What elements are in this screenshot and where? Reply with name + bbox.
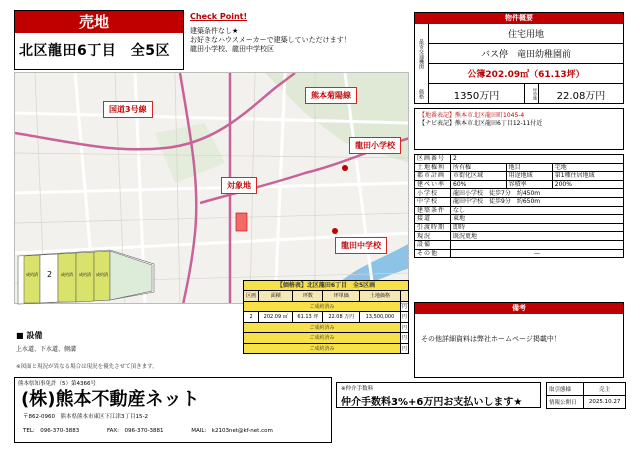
spec-row <box>415 163 624 172</box>
price-cell: 61.13 坪 <box>293 312 323 323</box>
title-box <box>14 10 184 70</box>
checkpoint-heading: Check Point! <box>190 12 248 21</box>
checkpoint-line: 建築条件なし★ <box>190 27 239 35</box>
remarks-heading: 備考 <box>415 303 623 314</box>
price-cell: 13,500,000 <box>360 312 401 323</box>
price-cell: 2 <box>244 312 259 323</box>
spec-value: 市街化区域 <box>451 172 507 181</box>
price-header-cell: 区画 <box>244 291 259 302</box>
remarks-text: その他詳細資料は弊社ホームページ掲載中！ <box>421 335 561 343</box>
spec-row <box>415 172 624 181</box>
map-label-kikuyo-line: 熊本菊陽線 <box>305 87 357 104</box>
price-unit: 円 <box>400 301 408 312</box>
overview-area: 公簿202.09㎡（61.13坪） <box>429 64 623 84</box>
price-unit: 円 <box>400 312 408 323</box>
trade-table <box>546 382 626 409</box>
facilities-heading: ■ 設備 <box>16 331 43 340</box>
price-header-cell <box>400 291 408 302</box>
spec-value: 龍田中学校 徒歩9分 約650m <box>451 197 624 206</box>
overview-price: 1350万円 <box>429 84 525 104</box>
spec-label: 引渡時期 <box>415 223 451 232</box>
spec-label: 現況 <box>415 232 451 241</box>
sold-cell: ご成約済み <box>244 301 401 312</box>
spec-value: 第1種住居地域 <box>552 172 623 181</box>
spec-label: 容積率 <box>506 180 552 189</box>
spec-label: 中学校 <box>415 197 451 206</box>
spec-value: 60% <box>451 180 507 189</box>
price-unit: 円 <box>400 333 408 344</box>
company-tel[interactable]: TEL: 096-370-3883 <box>23 428 80 434</box>
trade-label: 取引態様 <box>547 383 584 396</box>
spec-label: 用途地域 <box>506 172 552 181</box>
spec-table <box>414 154 624 258</box>
spec-row <box>415 223 624 232</box>
overview-side-label: 最寄交通機関 <box>415 24 429 84</box>
spec-row <box>415 197 624 206</box>
price-cell: 22.08 万円 <box>323 312 360 323</box>
spec-value: 2 <box>451 155 624 164</box>
price-row-available <box>244 312 409 323</box>
lot-label-available: 2 <box>46 270 53 279</box>
spec-label: 土地権利 <box>415 163 451 172</box>
company-mail[interactable]: MAIL: k2103net@kf-net.com <box>191 428 273 434</box>
spec-row <box>415 180 624 189</box>
spec-value: 龍田小学校 徒歩7分 約450m <box>451 189 624 198</box>
category-label: 売地 <box>15 11 183 33</box>
map-label-route3: 国道3号線 <box>103 101 153 118</box>
spec-value <box>451 240 624 249</box>
checkpoint-line: 龍田小学校、龍田中学校区 <box>190 45 274 53</box>
spec-value: — <box>451 249 624 258</box>
lot-plan <box>14 248 164 308</box>
trade-row <box>547 396 626 409</box>
price-table-header <box>244 291 409 302</box>
sold-cell: ご成約済み <box>244 343 401 354</box>
price-unit: 円 <box>400 343 408 354</box>
spec-label: 設備 <box>415 240 451 249</box>
lot-plan-graphic <box>14 248 164 308</box>
lot-label: 成約済 <box>26 272 38 277</box>
checkpoint <box>190 12 410 54</box>
trade-label: 情報公開日 <box>547 396 584 409</box>
lot-label: 成約済 <box>96 272 108 277</box>
spec-value: 既況更地 <box>451 232 624 241</box>
spec-row <box>415 249 624 258</box>
price-row <box>244 322 409 333</box>
price-table-title: 【価格表】北区龍田6丁目 全5区画 <box>243 280 409 290</box>
overview-transport: バス停 竜田幼稚園前 <box>429 44 623 64</box>
spec-value: 所有権 <box>451 163 507 172</box>
property-overview <box>414 12 624 104</box>
fee-caption: ※仲介手数料 <box>341 386 374 392</box>
trade-value: 2025.10.27 <box>584 396 626 409</box>
price-row <box>244 343 409 354</box>
map-label-junior-high-school: 龍田中学校 <box>335 237 387 254</box>
spec-label: 小学校 <box>415 189 451 198</box>
sold-cell: ご成約済み <box>244 322 401 333</box>
overview-unit-price: 22.08万円 <box>556 90 606 102</box>
trade-row <box>547 383 626 396</box>
spec-row <box>415 189 624 198</box>
price-row <box>244 333 409 344</box>
address-box <box>414 108 624 150</box>
company-name: (株)熊本不動産ネット <box>21 389 200 410</box>
spec-value: 200% <box>552 180 623 189</box>
price-header-cell: 坪数 <box>293 291 323 302</box>
sold-cell: ご成約済み <box>244 333 401 344</box>
spec-label: 地目 <box>506 163 552 172</box>
company-license: 熊本県知事免許（5）第4366号 <box>18 381 96 387</box>
spec-row <box>415 155 624 164</box>
company-contact <box>15 426 331 434</box>
spec-row <box>415 215 624 224</box>
price-cell: 202.09 ㎡ <box>259 312 293 323</box>
spec-value: なし <box>451 206 624 215</box>
property-location-title: 北区龍田6丁目 全5区 <box>19 43 170 59</box>
remarks <box>414 302 624 378</box>
lot-label: 成約済 <box>79 272 91 277</box>
price-header-cell: 面積 <box>259 291 293 302</box>
spec-label: 接道 <box>415 215 451 224</box>
spec-label: 建ぺい率 <box>415 180 451 189</box>
spec-label: 区画番号 <box>415 155 451 164</box>
spec-label: 都市計画 <box>415 172 451 181</box>
price-header-cell: 坪単価 <box>323 291 360 302</box>
price-table-wrap <box>243 280 409 354</box>
overview-side-label: 価格 <box>415 84 429 104</box>
price-table <box>243 290 409 354</box>
spec-value: 即時 <box>451 223 624 232</box>
spec-value: 宅地 <box>552 163 623 172</box>
spec-label: 建築条件 <box>415 206 451 215</box>
spec-row <box>415 240 624 249</box>
price-header-cell: 土地価格 <box>360 291 401 302</box>
disclaimer-note: ※図面と現況が異なる場合は現況を優先させて頂きます。 <box>16 364 158 370</box>
spec-row <box>415 206 624 215</box>
overview-unit-label: 坪単価 <box>525 84 539 104</box>
price-row <box>244 301 409 312</box>
facilities-value: 上水道、下水道、側溝 <box>16 346 77 353</box>
company-address: 〒862-0960 熊本県熊本市東区下江津3丁目15-2 <box>23 414 148 420</box>
spec-label: その他 <box>415 249 451 258</box>
address-registered: 【地番表記】熊本市北区龍田町1045-4 <box>419 112 525 119</box>
map-label-target-lot: 対象地 <box>221 177 257 194</box>
facilities <box>16 330 216 353</box>
trade-value: 売主 <box>584 383 626 396</box>
map-label-elementary-school: 龍田小学校 <box>349 137 401 154</box>
fee-block <box>336 382 541 408</box>
overview-heading: 物件概要 <box>415 13 623 24</box>
lot-label: 成約済 <box>61 272 73 277</box>
checkpoint-line: お好きなハウスメーカーで建築していただけます！ <box>190 36 351 44</box>
fee-text: 仲介手数料3%+6万円お支払いします★ <box>341 397 523 408</box>
company-fax: FAX: 096-370-3881 <box>106 428 164 434</box>
spec-row <box>415 232 624 241</box>
company-block <box>14 377 332 443</box>
spec-value: 東地 <box>451 215 624 224</box>
price-unit: 円 <box>400 322 408 333</box>
address-navi: 【ナビ表記】熊本市北区龍田6丁目12-11付近 <box>419 120 543 127</box>
overview-type: 住宅用地 <box>429 24 623 44</box>
